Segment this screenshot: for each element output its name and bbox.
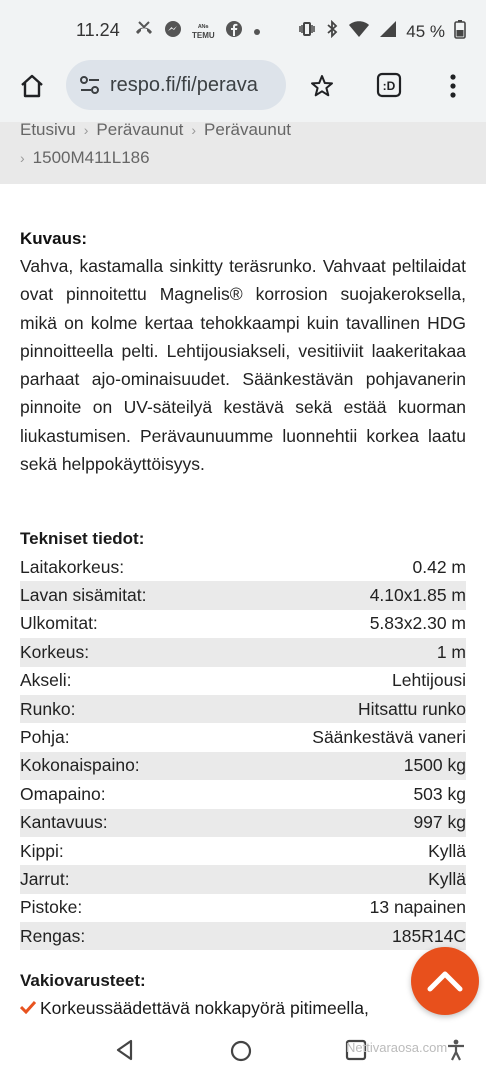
equipment-item-text: Korkeussäädettävä nokkapyörä pitimeella, [40,998,369,1018]
product-description [20,226,466,478]
spec-row [20,695,466,723]
smiley-tab-icon [376,72,402,98]
nav-home-button[interactable] [229,1039,253,1068]
spec-label: Runko: [20,698,76,719]
equipment-title: Vakiovarusteet: [20,971,146,990]
spec-row [20,581,466,609]
chevron-right-icon: › [191,122,197,138]
spec-row [20,837,466,865]
spec-row [20,865,466,893]
spec-label: Kokonaispaino: [20,755,140,776]
specs-table [20,553,466,950]
description-text: Vahva, kastamalla sinkitty teräsrunko. Vahvaat peltilaidat ovat pinnoitettu Magnelis® korrosion suojakeroksella, mikä on kolme kertaa tehokkaampi kuin tavallinen HDG pinnoitteella pelti. Lehtijousiakseli, vesitiiviit laakeritakaa parhaat ajo-ominaisuudet. Säänkestävän pohjavanerin pinnoite on UV-säteilyä kestävä sekä estää kuorman liukastumisen. Perävaunuumme luonnehtii korkea laatu sekä helppokäyttöisyys. [20,256,466,475]
scroll-to-top-button[interactable] [411,947,479,1015]
back-triangle-icon [113,1038,137,1062]
signal-icon [379,20,397,43]
nav-back-button[interactable] [113,1038,137,1067]
home-circle-icon [229,1039,253,1063]
battery-text: 45 % [406,21,445,41]
breadcrumb-link-category[interactable]: Perävaunut [96,120,184,139]
svg-text::D: :D [382,79,396,93]
spec-value: 997 kg [413,812,466,833]
notification-icons [134,20,261,43]
spec-row [20,752,466,780]
address-bar[interactable] [66,60,286,110]
bookmark-button[interactable] [304,68,340,104]
spec-label: Pistoke: [20,897,83,918]
site-settings-icon[interactable] [78,73,102,97]
spec-label: Pohja: [20,727,70,748]
spec-value: 1500 kg [403,755,466,776]
spec-value: Lehtijousi [392,670,466,691]
spec-label: Laitakorkeus: [20,556,125,577]
accessibility-icon [446,1039,466,1061]
spec-row [20,922,466,950]
spec-value: 503 kg [413,783,466,804]
breadcrumb-link-subcategory[interactable]: Perävaunut [204,120,291,139]
chevron-up-icon [426,968,464,994]
more-menu-button[interactable] [438,68,468,104]
spec-label: Rengas: [20,925,86,946]
status-time: 11.24 [76,20,120,40]
breadcrumb-current: 1500M411L186 [32,148,150,167]
system-nav-bar [0,1030,486,1080]
spec-row [20,809,466,837]
spec-value: Kyllä [428,840,466,861]
missed-call-icon [134,20,154,43]
home-icon [18,72,46,100]
spec-value: 13 napainen [369,897,466,918]
watermark: Nettivaraosa.com [346,1040,448,1055]
spec-row [20,667,466,695]
temu-icon: ᴬᴺ⁶ TEMU [192,22,215,40]
spec-label: Omapaino: [20,783,106,804]
spec-value: 0.42 m [412,556,466,577]
chevron-right-icon: › [83,122,89,138]
spec-row [20,553,466,581]
spec-value: Hitsattu runko [358,698,466,719]
spec-value: 4.10x1.85 m [369,585,466,606]
description-title: Kuvaus: [20,229,88,248]
chevron-right-icon: › [20,150,25,166]
spec-value: Säänkestävä vaneri [312,727,466,748]
spec-label: Korkeus: [20,641,90,662]
messenger-icon [164,20,182,43]
status-bar [0,0,486,60]
facebook-icon [225,20,243,43]
wifi-icon [348,20,370,43]
battery-icon [454,19,466,44]
spec-label: Jarrut: [20,868,70,889]
vibrate-icon [298,20,316,43]
spec-value: 1 m [436,641,466,662]
browser-toolbar [0,60,486,122]
spec-value: 5.83x2.30 m [369,613,466,634]
spec-row [20,894,466,922]
equipment-item [20,995,369,1021]
url-text: respo.fi/fi/perava [110,73,258,96]
breadcrumb [0,122,486,184]
spec-row [20,638,466,666]
spec-value: Kyllä [428,868,466,889]
tab-switcher-button[interactable] [374,70,404,100]
home-button[interactable] [14,68,50,104]
spec-row [20,723,466,751]
star-icon [309,73,335,99]
system-status [298,19,466,44]
spec-label: Ulkomitat: [20,613,98,634]
breadcrumb-link-home[interactable]: Etusivu [20,120,76,139]
checkmark-icon [20,995,36,1021]
spec-row [20,780,466,808]
dot-icon [253,23,261,41]
accessibility-button[interactable] [446,1039,466,1066]
spec-label: Lavan sisämitat: [20,585,147,606]
spec-row [20,610,466,638]
spec-value: 185R14C [392,925,466,946]
specs-title: Tekniset tiedot: [20,529,145,548]
spec-label: Akseli: [20,670,72,691]
more-vert-icon [449,73,457,99]
spec-label: Kantavuus: [20,812,108,833]
spec-label: Kippi: [20,840,64,861]
bluetooth-icon [325,20,339,43]
